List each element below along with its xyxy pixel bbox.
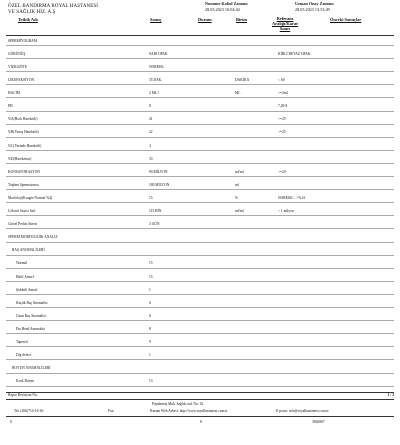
test-reference: KİRLİ BEYAZ OPAK — [278, 51, 311, 56]
header-reference — [272, 16, 298, 31]
accept-time — [205, 1, 248, 12]
test-name: %C(Yerinde Hareketli) — [8, 143, 42, 148]
test-reference: >=25 — [278, 117, 286, 122]
accept-time-value: 28.03.2023 10:04:44 — [205, 6, 240, 12]
test-result: SARI OPAK — [149, 51, 168, 56]
header-test: Tetkik Adı — [18, 17, 38, 22]
row-divider — [6, 281, 394, 282]
test-name: Lökosit Sayısı 1ml. — [8, 209, 37, 214]
test-unit: DAKİKA — [235, 78, 250, 83]
header-ref-line1: Referans — [276, 16, 294, 21]
test-unit: ml/ml — [235, 169, 244, 174]
test-reference: < 1 milyon — [278, 209, 294, 214]
test-result: 15 — [149, 195, 153, 200]
barcode-number: 3826867 — [312, 420, 325, 424]
test-name: Morfoloji(Kruger:Normal %4) — [8, 195, 53, 200]
row-divider — [6, 215, 394, 216]
test-name: PH — [8, 104, 13, 109]
footer-divider — [6, 392, 394, 393]
row-divider — [6, 84, 394, 85]
row-divider — [6, 58, 394, 59]
page-number: 1 / 2 — [387, 393, 394, 397]
test-name: LİKEFAKSİYON — [8, 78, 35, 83]
email[interactable]: E-posta: info@royalhastanesi.com.tr — [276, 409, 329, 413]
row-divider — [6, 189, 394, 190]
test-result: 115 BİN — [149, 209, 162, 214]
row-divider — [6, 202, 394, 203]
row-divider — [6, 228, 394, 229]
row-divider — [6, 373, 394, 374]
test-result: 35 DAK. — [149, 78, 163, 83]
test-name: Kırık Boyun — [16, 379, 35, 384]
test-result: 3 GÜN — [149, 222, 160, 227]
hospital-name-line1: ÖZEL BANDIRMA ROYAL HASTANESİ — [8, 4, 99, 9]
test-result: 15 — [149, 261, 153, 266]
test-name: GÖRÜNÜŞ — [8, 51, 26, 56]
test-name: Küçük Baş Anomalisi — [16, 300, 48, 305]
header-status: Durum — [198, 17, 212, 22]
header-divider — [6, 35, 394, 36]
header-ref-line3: Sınırı — [279, 26, 291, 31]
accept-time-label: Numune Kabul Zamanı — [205, 1, 248, 6]
row-divider — [6, 71, 394, 72]
row-divider — [6, 97, 394, 98]
test-result: 6 — [149, 300, 151, 305]
test-name: HACİM — [8, 91, 20, 96]
test-name: Hafif Amorf — [16, 274, 34, 279]
row-divider — [6, 124, 394, 125]
footer-code-mid: 8 — [200, 420, 202, 424]
header-previous: Önceki Sonuçlar — [330, 17, 362, 22]
website[interactable]: Kurum Web Adresi: http://www.royalhastanesi.com.tr — [150, 409, 228, 413]
test-reference: < 60 — [278, 78, 285, 83]
phone: Tel: (266)714-16-16- — [14, 409, 45, 413]
test-reference: >=25 — [278, 130, 286, 135]
row-divider — [6, 242, 394, 243]
row-divider — [6, 294, 394, 295]
test-name: Normal — [16, 261, 27, 266]
test-name: SPERMİYOGRAM — [8, 38, 37, 43]
test-result: 8 — [149, 104, 151, 109]
test-result: 1 — [149, 353, 151, 358]
approve-time-label: Uzman Onay Zamanı — [295, 1, 334, 6]
test-name: Cinsel Perhiz Süresi — [8, 222, 38, 227]
test-reference: >=20 — [278, 169, 286, 174]
footer-divider-3 — [6, 416, 394, 417]
header-result: Sonuç — [150, 17, 162, 22]
test-name: %B(Yavaş Hareketli) — [8, 130, 39, 135]
test-name: %D(Hareketsiz) — [8, 156, 32, 161]
test-unit: ML — [235, 91, 241, 96]
test-name: VİZKOZİTE — [8, 64, 27, 69]
test-result: 90 MİLYON — [149, 169, 168, 174]
hospital-name-line2: VE SAĞLIK HİZ. A.Ş — [8, 10, 56, 15]
test-result: 2 ML?. — [149, 91, 160, 96]
test-name: Uzun Baş Anomalisi — [16, 313, 46, 318]
test-result: 6 — [149, 313, 151, 318]
fax: Fax: — [108, 409, 115, 413]
test-name: Pin Head Anomalisi — [16, 326, 45, 331]
test-result: 13 — [149, 379, 153, 384]
report-revision: Rapor Revizyon No: — [8, 393, 38, 397]
test-reference: NORMAL : >%14 — [278, 195, 305, 200]
approve-time-value: 28.03.2023 13:53:49 — [295, 6, 330, 12]
row-divider — [6, 150, 394, 151]
test-name: Tapered — [16, 340, 28, 345]
test-result: 41 — [149, 117, 153, 122]
footer-divider-2 — [6, 399, 394, 400]
row-divider — [6, 307, 394, 308]
row-divider — [6, 137, 394, 138]
test-reference: 7,20-8 — [278, 104, 288, 109]
test-result: 9 — [149, 340, 151, 345]
row-divider — [6, 333, 394, 334]
row-divider — [6, 320, 394, 321]
test-name: Dig defect — [16, 353, 32, 358]
row-divider — [6, 176, 394, 177]
row-divider — [6, 268, 394, 269]
row-divider — [6, 255, 394, 256]
test-result: 15 — [149, 274, 153, 279]
test-name: %A(Hızlı Hareketli) — [8, 117, 38, 122]
test-name: BOYUN ANOMALİLERİ — [12, 366, 51, 371]
approve-time — [295, 1, 334, 12]
hospital-name — [8, 4, 98, 16]
test-name: KONSANTRASYON — [8, 169, 40, 174]
test-name: Şiddetli Amorf — [16, 287, 38, 292]
header-ref-line2: Aralığı/Karar — [272, 21, 299, 26]
test-result: 8 — [149, 326, 151, 331]
test-result: 4 — [149, 143, 151, 148]
row-divider — [6, 359, 394, 360]
test-unit: ml/ml — [235, 209, 244, 214]
row-divider — [6, 386, 394, 387]
row-divider — [6, 45, 394, 46]
row-divider — [6, 346, 394, 347]
test-result: 22 — [149, 130, 153, 135]
test-name: Toplam Spermatozoa — [8, 182, 39, 187]
header-unit: Birim — [236, 17, 247, 22]
test-unit: ml — [235, 182, 239, 187]
address: Paşabemiş Mah. Sağlık cad. No: 16 — [152, 402, 204, 406]
test-result: 1 — [149, 287, 151, 292]
test-result: 33 — [149, 156, 153, 161]
row-divider — [6, 163, 394, 164]
test-result: NORMAL — [149, 64, 165, 69]
test-name: BAŞ ANOMALİLERİ — [12, 248, 45, 253]
test-name: SPERM MORFOLOJİK ANALİZ — [8, 235, 58, 240]
test-unit: % — [235, 195, 238, 200]
footer-code-left: 0 — [10, 420, 12, 424]
test-reference: >=2ml — [278, 91, 288, 96]
row-divider — [6, 111, 394, 112]
test-result: 180 MİLYON — [149, 182, 170, 187]
